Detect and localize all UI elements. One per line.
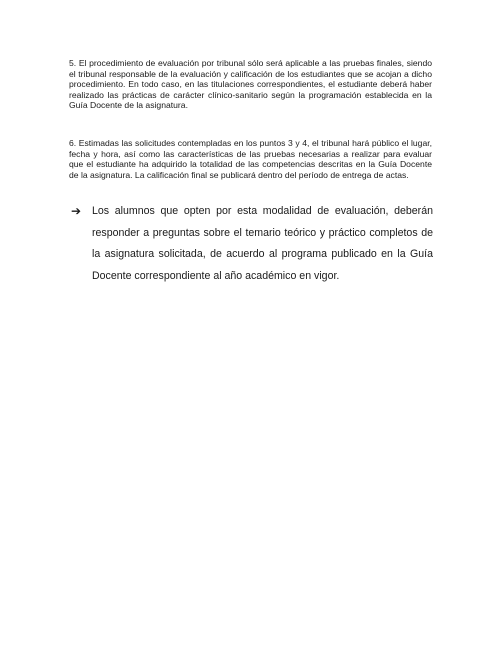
bullet-item [71,201,433,287]
bullet-text: Los alumnos que opten por esta modalidad de evaluación, deberán responder a preguntas sobre el temario teórico y práctico completos de la asignatura solicitada, de acuerdo al programa publicado en la Guía Docente correspondiente al año académico en vigor. [92,205,433,282]
right-arrow-icon: ➔ [71,204,82,218]
paragraph-6: 6. Estimadas las solicitudes contempladas en los puntos 3 y 4, el tribunal hará público el lugar, fecha y hora, así como las características de las pruebas necesarias a realizar para evaluar que el estudiante ha adquirido la totalidad de las competencias descritas en la Guía Docente de la asignatura. La calificación final se publicará dentro del período de entrega de actas. [69,138,432,180]
paragraph-5: 5. El procedimiento de evaluación por tribunal sólo será aplicable a las pruebas finales, siendo el tribunal responsable de la evaluación y calificación de los estudiantes que se acojan a dicho procedimiento. En todo caso, en las titulaciones correspondientes, el estudiante deberá haber realizado las prácticas de carácter clínico-sanitario según la programación establecida en la Guía Docente de la asignatura. [69,58,432,111]
